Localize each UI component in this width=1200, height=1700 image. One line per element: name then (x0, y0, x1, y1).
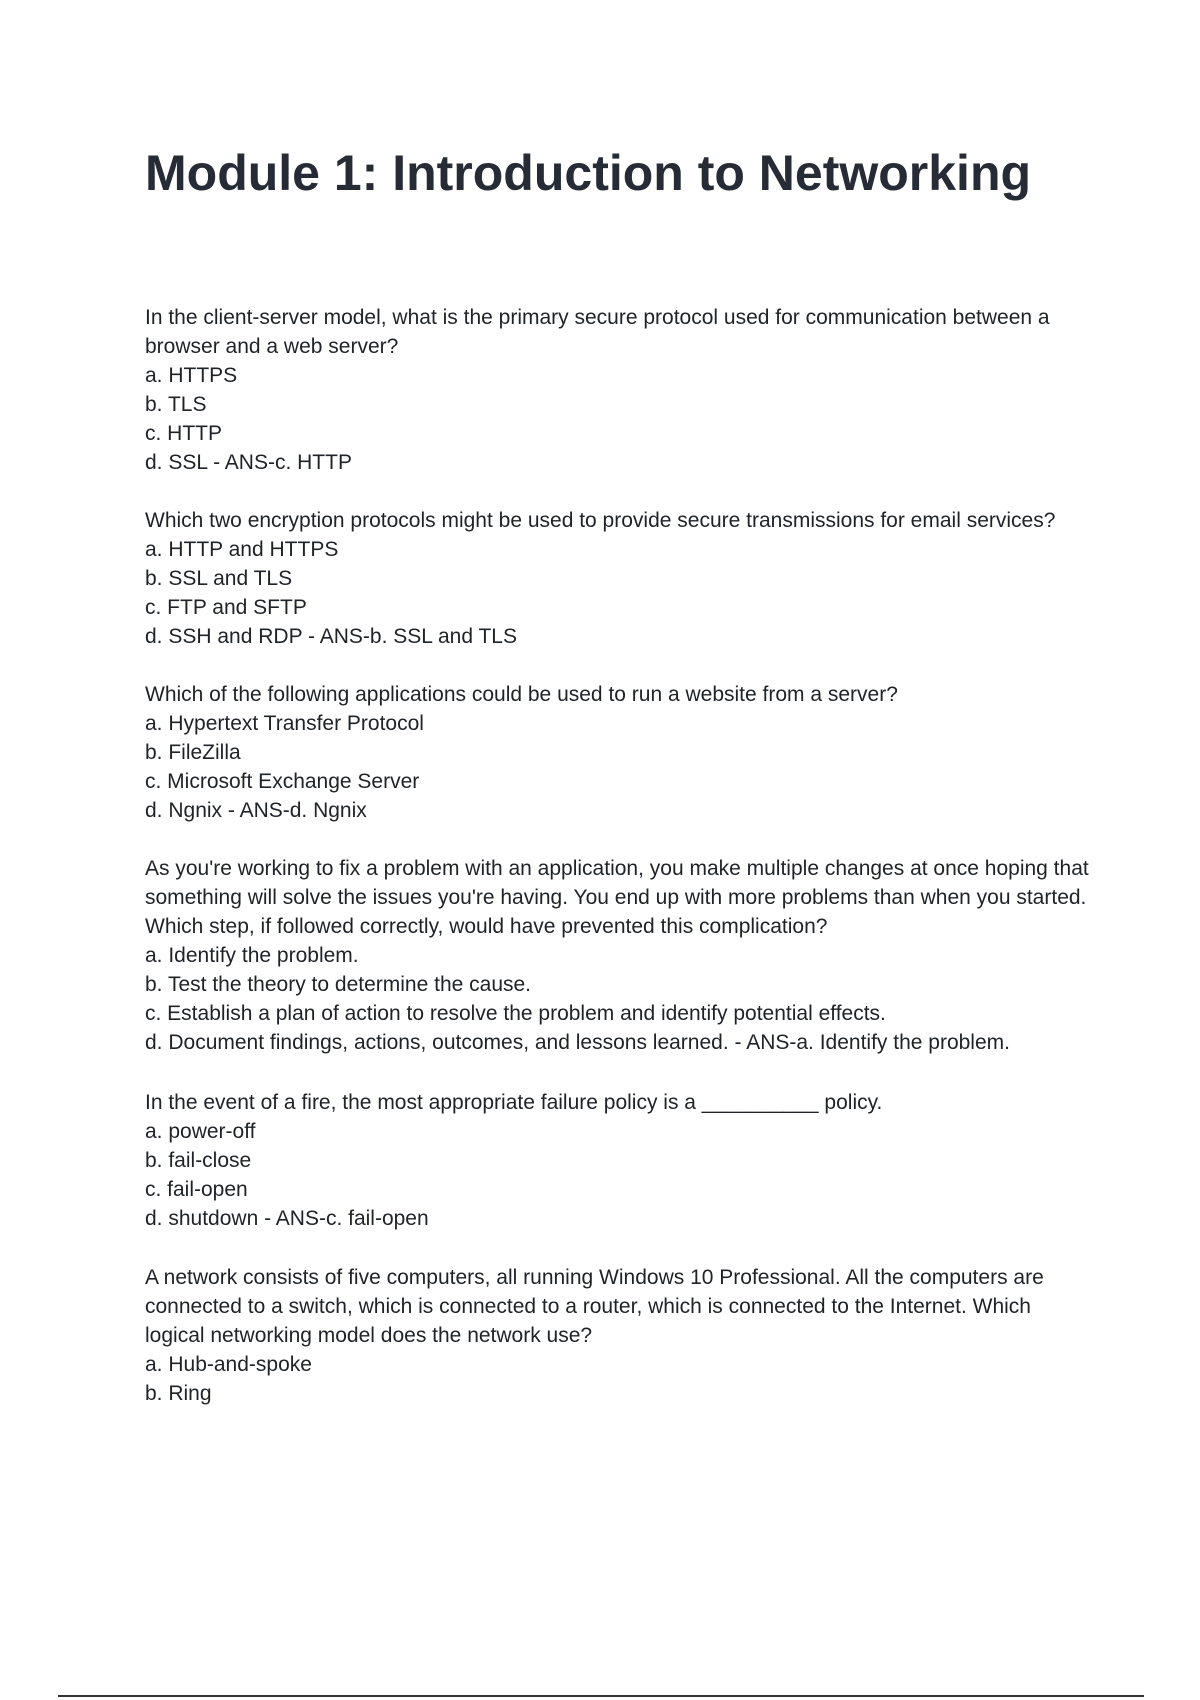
last-option-line (145, 448, 1090, 477)
option-d: d. Ngnix (145, 799, 223, 822)
question-text: Which of the following applications could be used to run a website from a server? (145, 683, 898, 706)
option-b: b. SSL and TLS (145, 567, 293, 590)
question-text: As you're working to fix a problem with an application, you make multiple changes at once hoping that something will solve the issues you're having. You end up with more problems than when you started. Which step, if followed correctly, would have prevented this complication? (145, 857, 1089, 938)
option-a: a. Identify the problem. (145, 944, 359, 967)
option-b: b. fail-close (145, 1149, 252, 1172)
answer-key: ANS-b. SSL and TLS (319, 625, 517, 648)
option-b: b. Test the theory to determine the cause. (145, 973, 532, 996)
option-b: b. FileZilla (145, 741, 241, 764)
answer-key: ANS-a. Identify the problem. (746, 1031, 1010, 1054)
option-b: b. Ring (145, 1382, 212, 1405)
option-c: c. HTTP (145, 422, 222, 445)
question-text: In the event of a fire, the most appropriate failure policy is a __________ policy. (145, 1091, 883, 1114)
answer-key: ANS-d. Ngnix (239, 799, 367, 822)
answer-separator: - (222, 799, 240, 822)
question-3 (145, 680, 1090, 825)
option-d: d. shutdown (145, 1207, 259, 1230)
last-option-line (145, 1204, 1090, 1233)
last-option-line (145, 622, 1090, 651)
answer-key: ANS-c. fail-open (275, 1207, 429, 1230)
option-a: a. Hypertext Transfer Protocol (145, 712, 424, 735)
question-text: In the client-server model, what is the primary secure protocol used for communication between a browser and a web server? (145, 306, 1050, 358)
answer-separator: - (728, 1031, 747, 1054)
answer-separator: - (302, 625, 320, 648)
page-title: Module 1: Introduction to Networking (145, 145, 1032, 201)
option-a: a. HTTPS (145, 364, 238, 387)
footer-divider (58, 1695, 1144, 1697)
option-d: d. SSL (145, 451, 208, 474)
question-1 (145, 303, 1090, 477)
question-list (145, 303, 1090, 1408)
question-6 (145, 1263, 1090, 1408)
option-a: a. HTTP and HTTPS (145, 538, 339, 561)
last-option-line (145, 1028, 1090, 1057)
option-d: d. SSH and RDP (145, 625, 303, 648)
question-text: Which two encryption protocols might be used to provide secure transmissions for email services? (145, 509, 1056, 532)
question-5 (145, 1088, 1090, 1233)
option-a: a. Hub-and-spoke (145, 1353, 312, 1376)
answer-separator: - (207, 451, 225, 474)
option-c: c. Establish a plan of action to resolve the problem and identify potential effects. (145, 1002, 886, 1025)
question-2 (145, 506, 1090, 651)
option-b: b. TLS (145, 393, 207, 416)
option-c: c. FTP and SFTP (145, 596, 307, 619)
question-4 (145, 854, 1090, 1057)
option-a: a. power-off (145, 1120, 256, 1143)
option-c: c. fail-open (145, 1178, 248, 1201)
option-d: d. Document findings, actions, outcomes, and lessons learned. (145, 1031, 729, 1054)
last-option-line (145, 796, 1090, 825)
answer-key: ANS-c. HTTP (224, 451, 352, 474)
question-text: A network consists of five computers, all running Windows 10 Professional. All the computers are connected to a switch, which is connected to a router, which is connected to the Internet. Which logical networking model does the network use? (145, 1266, 1044, 1347)
answer-separator: - (258, 1207, 276, 1230)
option-c: c. Microsoft Exchange Server (145, 770, 420, 793)
